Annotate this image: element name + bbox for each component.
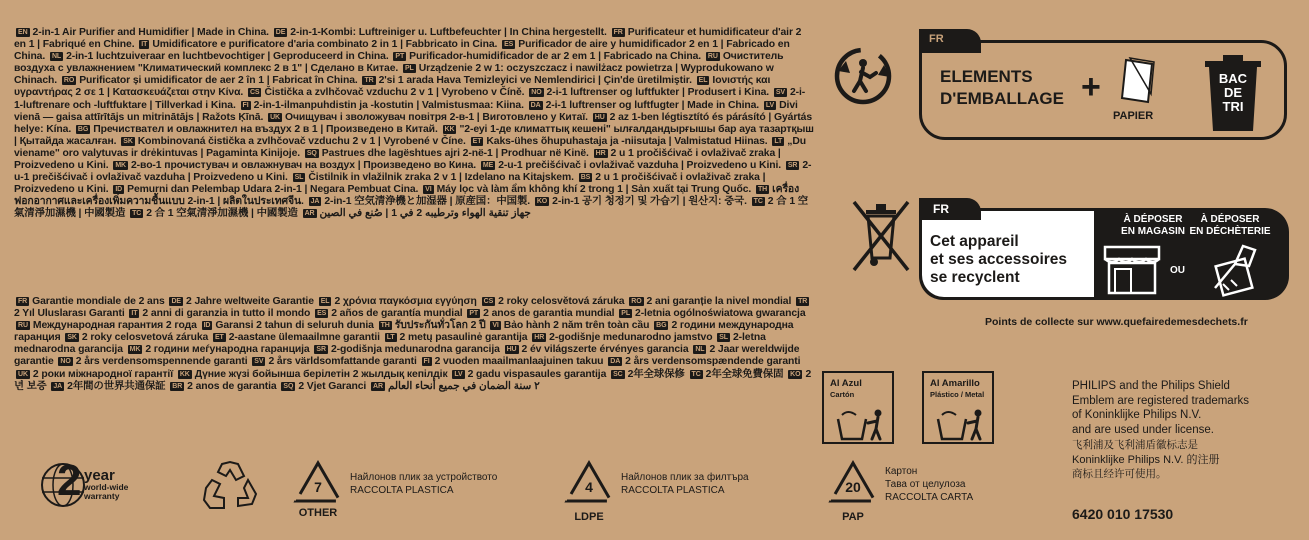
language-code-badge: JA: [310, 198, 320, 206]
language-segment: [14, 320, 200, 331]
language-text: 2-aastane ülemaailmne garantii: [228, 332, 383, 344]
language-segment: [533, 196, 750, 207]
language-text: 2-i-1 luftrenser og luftfugter | Made in China.: [545, 99, 762, 111]
language-text: 2 години меѓународна гаранција: [145, 344, 313, 356]
language-text: 2-godišnja medunarodna garancija: [330, 344, 503, 356]
recycle-label-pap: PAP: [842, 511, 864, 523]
fr-tab-bottom: FR: [919, 198, 981, 220]
language-text: 2-i-1-luftrenare och -luftfuktare | Tillverkad i Kina.: [14, 87, 806, 111]
language-code-badge: EN: [18, 29, 28, 36]
language-code-badge: ID: [115, 186, 123, 194]
barcode-number: 6420 010 17530: [1072, 506, 1174, 522]
language-text: Umidificatore e purificatore d'aria combinato 2 in 1 | Fabbricato in Cina.: [152, 39, 501, 51]
language-segment: [239, 100, 527, 111]
language-segment: [211, 332, 383, 343]
language-text: Garantie mondiale de 2 ans: [32, 296, 168, 307]
language-segment: [420, 356, 607, 367]
language-segment: [301, 208, 531, 219]
language-segment: [200, 320, 377, 331]
language-segment: [266, 112, 591, 123]
language-segment: [369, 381, 540, 392]
language-segment: [627, 296, 794, 307]
dump-drop-label: À DÉPOSER EN DÉCHÈTERIE: [1189, 214, 1271, 237]
language-code-badge: PT: [469, 310, 479, 318]
language-text: 2 roky celosvetová záruka: [81, 332, 211, 344]
language-text: Purificador de aire y humidificador 2 en 1 | Fabricado en China.: [14, 39, 790, 63]
recycle-desc-7: Найлонов плик за устройството RACCOLTA PLASTICA: [350, 472, 498, 496]
language-segment: [127, 308, 313, 319]
paper-label: PAPIER: [1113, 110, 1154, 122]
language-code-badge: SC: [613, 370, 623, 378]
language-text: 2年全球保修: [627, 368, 688, 380]
language-text: 2-во-1 прочистувач и овлажнувач на воздух | Произведено во Кина.: [131, 160, 479, 172]
recycle-code-4: 4: [585, 479, 593, 495]
language-text: 2 Vjet Garanci: [298, 380, 370, 392]
recycle-desc-20: Картон Тава от целулоза RACCOLTA CARTA: [885, 466, 974, 503]
language-text: รับประกันทั่วโลก 2 ปี: [394, 320, 489, 332]
language-text: Garansi 2 tahun di seluruh dunia: [215, 320, 377, 332]
language-code-badge: SV: [254, 358, 264, 366]
language-text: Purificator și umidificator de aer 2 în 1 | Fabricat în China.: [79, 75, 361, 87]
language-text: Urządzenie 2 w 1: oczyszczacz i nawilżacz powietrza | Wyprodukowano w Chinach.: [14, 63, 774, 87]
language-text: Пречиствател и овлажнител на въздух 2 в 1 | Произведено в Китай.: [93, 123, 441, 135]
language-segment: [137, 39, 500, 50]
language-code-badge: ID: [203, 322, 211, 330]
language-code-badge: BG: [656, 322, 667, 330]
language-segment: [360, 75, 694, 86]
language-segment: [303, 148, 592, 159]
elements-emballage-label: ELEMENTS D'EMBALLAGE: [940, 67, 1064, 108]
language-code-badge: HU: [594, 113, 605, 121]
language-code-badge: DA: [610, 358, 621, 366]
language-text: 2 års verdensomspennende garanti: [75, 356, 251, 368]
language-segment: [617, 308, 805, 319]
warranty-text-block: [14, 296, 814, 393]
language-code-badge: EL: [320, 298, 330, 305]
language-code-badge: TH: [380, 322, 390, 330]
language-text: 2 合 1 空氣清淨加濕機 | 中國製造: [14, 196, 809, 220]
language-segment: [111, 160, 479, 171]
language-text: 2 u 1 pročišćivač i ovlaživač zraka | Proizvedeno u Kini.: [14, 172, 766, 196]
language-text: Международная гарантия 2 года: [32, 320, 200, 332]
language-segment: [313, 308, 465, 319]
mobius-recycle-icon: [200, 458, 260, 514]
language-segment: [488, 320, 652, 331]
language-text: Čistička a zvlhčovač vzduchu 2 v 1 | Vyrobeno v Číně.: [264, 87, 528, 99]
language-segment: [128, 208, 301, 219]
language-code-badge: NO: [531, 89, 542, 97]
language-text: 2 Yıl Uluslarası Garanti: [14, 308, 128, 320]
warranty-year-word: year: [84, 467, 115, 484]
language-segment: [126, 344, 313, 355]
language-text: 2年全球免費保固: [705, 368, 787, 380]
language-code-badge: LV: [454, 370, 463, 378]
language-text: 2 u 1 pročišćivač i ovlaživač zraka | Proizvedeno u Kini.: [14, 147, 781, 172]
language-segment: [49, 381, 168, 392]
language-code-badge: SL: [294, 174, 304, 182]
store-drop-label: À DÉPOSER EN MAGASIN: [1121, 214, 1185, 237]
dump-icon: [1205, 242, 1263, 298]
language-segment: [14, 27, 272, 38]
language-code-badge: FR: [18, 298, 28, 305]
language-code-badge: ME: [482, 162, 494, 170]
language-segment: [14, 296, 167, 307]
bin-label: BAC DE TRI: [1218, 71, 1248, 114]
language-segment: [168, 381, 279, 392]
language-segment: [63, 332, 211, 343]
language-text: 2 vuoden maailmanlaajuinen takuu: [434, 356, 607, 368]
language-segment: [606, 356, 800, 367]
language-code-badge: ET: [214, 334, 224, 342]
language-text: 2 Jahre weltweite Garantie: [185, 296, 317, 307]
warranty-years-number: 2: [57, 456, 82, 505]
language-text: Divi vienā — gaisa attīrītājs un mitrinātājs | Ražots Ķīnā.: [14, 99, 798, 123]
language-text: 2 години международна гаранция: [14, 320, 794, 344]
language-code-badge: LV: [765, 101, 775, 109]
fr-tab-top: FR: [919, 29, 981, 53]
language-text: Kaks-ühes õhupuhastaja ja -niisutaja | Valmistatud Hiinas.: [486, 135, 771, 147]
language-text: Máy lọc và làm ẩm không khí 2 trong 1 | Sản xuất tại Trung Quốc.: [436, 184, 754, 196]
plus-sign: +: [1081, 68, 1101, 106]
language-text: 2 roky celosvětová záruka: [498, 296, 628, 307]
sorting-person-icon: [834, 407, 888, 441]
store-icon: [1103, 245, 1161, 295]
language-code-badge: VI: [425, 186, 432, 194]
language-code-badge: LT: [774, 137, 783, 145]
language-text: 2'si 1 arada Hava Temizleyici ve Nemlendirici | Çin'de üretilmiştir.: [378, 75, 695, 87]
language-segment: [272, 27, 610, 38]
crossed-wheelie-bin-icon: [850, 198, 912, 276]
language-segment: [450, 369, 609, 380]
language-code-badge: TC: [691, 370, 701, 378]
sorting-box-blue: Al Azul Cartón: [822, 371, 894, 444]
recycle-desc-4: Найлонов плик за филтъра RACCOLTA PLASTICA: [621, 472, 749, 496]
language-code-badge: SK: [123, 137, 133, 145]
language-code-badge: KK: [179, 370, 190, 378]
language-segment: [469, 136, 771, 147]
language-code-badge: SR: [316, 346, 326, 354]
language-text: 2-in-1 공기 청정기 및 가습기 | 원산지: 중국.: [552, 196, 750, 208]
language-segment: [307, 196, 533, 207]
language-text: Purificateur et humidificateur d'air 2 en 1 | Fabriqué en Chine.: [14, 27, 802, 51]
language-code-badge: IT: [141, 41, 148, 49]
language-code-badge: TR: [364, 77, 374, 85]
language-text: Purificador-humidificador de ar 2 em 1 | Fabricado na China.: [409, 51, 704, 63]
language-segment: [119, 136, 468, 147]
language-code-badge: BG: [77, 125, 89, 133]
language-text: ٢ سنة الضمان في جميع أنحاء العالم: [387, 380, 540, 392]
language-text: 2-u-1 prečišćivač i ovlaživač vazduha | Proizvedeno u Kini.: [498, 160, 784, 172]
language-text: 2 év világszerte érvényes garancia: [521, 344, 692, 356]
recycle-label-other: OTHER: [298, 507, 338, 519]
language-segment: [48, 51, 391, 62]
language-code-badge: KO: [536, 198, 548, 206]
language-code-badge: TH: [758, 186, 768, 194]
language-code-badge: DE: [275, 29, 286, 36]
language-text: 2 års världsomfattande garanti: [268, 356, 420, 368]
language-code-badge: TC: [753, 198, 763, 206]
language-code-badge: RU: [18, 322, 28, 330]
language-code-badge: BR: [172, 382, 183, 390]
language-text: 2-in-1 空気清浄機と加湿器 | 原産国：中国製.: [324, 196, 533, 208]
warranty-subtext: world-wide warranty: [84, 482, 129, 501]
language-text: 2-letna mednarodna garancija: [14, 332, 766, 356]
collection-points-text: Points de collecte sur www.quefairedemesdechets.fr: [985, 316, 1248, 328]
language-segment: [14, 369, 176, 380]
language-segment: [503, 344, 692, 355]
language-text: 2 ani garanție la nivel mondial: [646, 296, 795, 307]
language-text: Bảo hành 2 năm trên toàn cầu: [503, 320, 653, 332]
language-segment: [377, 320, 489, 331]
language-segment: [291, 172, 577, 183]
language-code-badge: MK: [115, 162, 126, 170]
language-text: 2년 보증: [14, 368, 812, 392]
language-segment: [279, 381, 369, 392]
language-code-badge: JA: [53, 382, 63, 390]
language-text: 2 anos de garantia: [187, 380, 280, 392]
language-segment: [527, 87, 772, 98]
language-code-badge: NO: [60, 358, 71, 366]
language-code-badge: UK: [18, 370, 28, 378]
language-code-badge: IT: [131, 310, 138, 318]
language-code-badge: DE: [171, 298, 181, 305]
language-code-badge: RU: [707, 53, 718, 61]
language-text: 2年間の世界共通保証: [67, 380, 169, 392]
language-code-badge: PL: [404, 65, 414, 73]
language-code-badge: CS: [249, 89, 260, 97]
language-segment: [74, 124, 441, 135]
language-code-badge: TC: [132, 210, 142, 218]
origin-text-block: [14, 27, 814, 221]
language-text: 2 anos de garantia mundial: [483, 308, 618, 320]
language-text: 2 χρόνια παγκόσμια εγγύηση: [334, 296, 480, 307]
language-code-badge: KO: [790, 370, 801, 378]
language-segment: [60, 75, 361, 86]
language-segment: [111, 184, 421, 195]
language-text: 2 metų pasaulinė garantija: [399, 332, 531, 344]
language-text: 2-in-1 Air Purifier and Humidifier | Made in China.: [32, 27, 272, 38]
language-code-badge: BS: [580, 174, 591, 182]
language-text: Очиститель воздуха с увлажнением "Климатический комплекс 2 в 1" | Сделано в Китае.: [14, 51, 784, 75]
trademark-text: PHILIPS and the Philips Shield Emblem are registered trademarks of Koninklijke Philips N.V. and are used under license. 飞利浦及飞利浦盾徽标志是 Koninklijke Philips N.V. 的注册 商标且经许可使用。: [1072, 380, 1250, 480]
language-code-badge: HR: [595, 149, 606, 157]
language-segment: [56, 356, 250, 367]
language-text: 2 años de garantía mundial: [331, 308, 466, 320]
language-code-badge: HU: [506, 346, 517, 354]
language-text: Čistilnik in vlažilnik zraka 2 v 1 | Izdelano na Kitajskem.: [308, 172, 577, 184]
language-text: 2 Jaar wereldwijde garantie: [14, 344, 800, 368]
language-code-badge: AR: [304, 210, 315, 218]
language-code-badge: HR: [534, 334, 545, 342]
paper-icon: [1118, 56, 1158, 106]
language-text: 2 合 1 空氣清淨加濕機 | 中國製造: [146, 208, 301, 220]
language-text: Kombinovaná čistička a zvlhčovač vzduchu 2 v 1 | Vyrobené v Číne.: [137, 135, 469, 147]
language-code-badge: VI: [492, 322, 499, 330]
language-code-badge: ES: [504, 41, 514, 49]
recycle-label-ldpe: LDPE: [574, 511, 604, 523]
or-label: OU: [1170, 265, 1185, 276]
language-code-badge: RO: [631, 298, 642, 305]
language-segment: [383, 332, 531, 343]
language-text: Pastrues dhe lagështues ajri 2-në-1 | Prodhuar në Kinë.: [321, 147, 592, 159]
language-code-badge: KK: [444, 125, 455, 133]
language-code-badge: SL: [719, 334, 728, 342]
language-text: Очищувач і зволожувач повітря 2-в-1 | Виготовлено у Китаї.: [284, 111, 591, 123]
language-text: 2 az 1-ben légtisztító és párásító | Gyártás helye: Kína.: [14, 111, 813, 135]
language-segment: [317, 296, 480, 307]
language-text: 2 роки міжнародної гарантії: [32, 368, 176, 380]
language-text: 2 gadu vispasaules garantija: [467, 368, 610, 380]
language-code-badge: EL: [698, 77, 708, 85]
language-text: 2 års verdensomspændende garanti: [625, 356, 801, 368]
language-text: 2-in-1-Kombi: Luftreiniger u. Luftbefeuchter | In China hergestellt.: [290, 27, 610, 38]
language-segment: [391, 51, 704, 62]
language-segment: [479, 160, 784, 171]
language-text: „Du viename" oro valytuvas ir drėkintuvas | Pagaminta Kinijoje.: [14, 135, 806, 159]
language-text: 2-i-1 luftrenser og luftfukter | Produsert i Kina.: [546, 87, 772, 99]
language-segment: [609, 369, 687, 380]
language-code-badge: PL: [621, 310, 631, 318]
recycle-code-20: 20: [845, 479, 861, 495]
language-code-badge: NL: [695, 346, 705, 354]
language-code-badge: FI: [242, 101, 249, 109]
language-text: 2-letnia ogólnoświatowa gwarancja: [635, 308, 806, 320]
language-code-badge: PT: [395, 53, 405, 61]
language-text: Ιονιστής και υγραντήρας 2 σε 1 | Κατασκευάζεται στην Κίνα.: [14, 75, 771, 99]
language-segment: [167, 296, 316, 307]
language-code-badge: CS: [483, 298, 494, 305]
language-code-badge: UK: [270, 113, 280, 121]
language-code-badge: FR: [613, 29, 623, 36]
language-code-badge: MK: [129, 346, 141, 354]
language-text: 2-godišnje medunarodno jamstvo: [549, 332, 716, 344]
language-segment: [527, 100, 762, 111]
language-code-badge: FI: [423, 358, 430, 366]
sorting-person-icon: [934, 407, 988, 441]
sorting-box-yellow: Al Amarillo Plástico / Metal: [922, 371, 994, 444]
language-text: เครื่องฟอกอากาศและเครื่องเพิ่มความชื้นแบบ 2-in-1 | ผลิตในประเทศจีน.: [14, 184, 800, 208]
language-code-badge: DA: [530, 101, 541, 109]
language-text: جهاز تنقية الهواء وترطيبه 2 في 1 | صُنع في الصين: [319, 208, 531, 220]
language-segment: [246, 87, 527, 98]
language-segment: [465, 308, 617, 319]
language-code-badge: ES: [317, 310, 327, 318]
language-segment: [688, 369, 787, 380]
appliance-recycle-text: Cet appareil et ses accessoires se recyclent: [930, 233, 1068, 286]
language-code-badge: SR: [787, 162, 798, 170]
triman-icon: [832, 45, 894, 107]
language-text: Дүние жүзі бойынша берілетін 2 жылдық кепілдік: [194, 368, 451, 380]
language-segment: [176, 369, 451, 380]
language-text: "2-еуі 1-де климаттық кешені" ылғалдандырғышы бар ауа тазартқыш | Қытайда жасалған.: [14, 123, 814, 147]
language-text: Pemurni dan Pelembap Udara 2-in-1 | Negara Pembuat Cina.: [127, 184, 422, 196]
language-segment: [480, 296, 628, 307]
language-code-badge: SQ: [306, 149, 317, 157]
language-code-badge: AR: [373, 382, 383, 390]
language-code-badge: TR: [798, 298, 808, 305]
language-code-badge: ET: [472, 137, 482, 145]
language-text: 2-in-1 luchtzuiveraar en luchtbevochtiger | Geproduceerd in China.: [66, 51, 392, 63]
language-code-badge: RO: [63, 77, 75, 85]
language-text: 2-u-1 prečišćivač i ovlaživač vazduha | Proizvedeno u Kini.: [14, 160, 812, 184]
language-code-badge: SV: [775, 89, 785, 97]
language-code-badge: SK: [67, 334, 77, 342]
language-segment: [421, 184, 754, 195]
language-segment: [312, 344, 502, 355]
language-text: 2 anni di garanzia in tutto il mondo: [142, 308, 314, 320]
language-text: 2-in-1-ilmanpuhdistin ja -kostutin | Valmistusmaa: Kiina.: [253, 99, 527, 111]
language-code-badge: LT: [386, 334, 395, 342]
recycle-code-7: 7: [314, 479, 322, 495]
language-code-badge: SQ: [283, 382, 294, 390]
language-segment: [250, 356, 419, 367]
language-code-badge: NL: [51, 53, 62, 61]
language-segment: [530, 332, 715, 343]
